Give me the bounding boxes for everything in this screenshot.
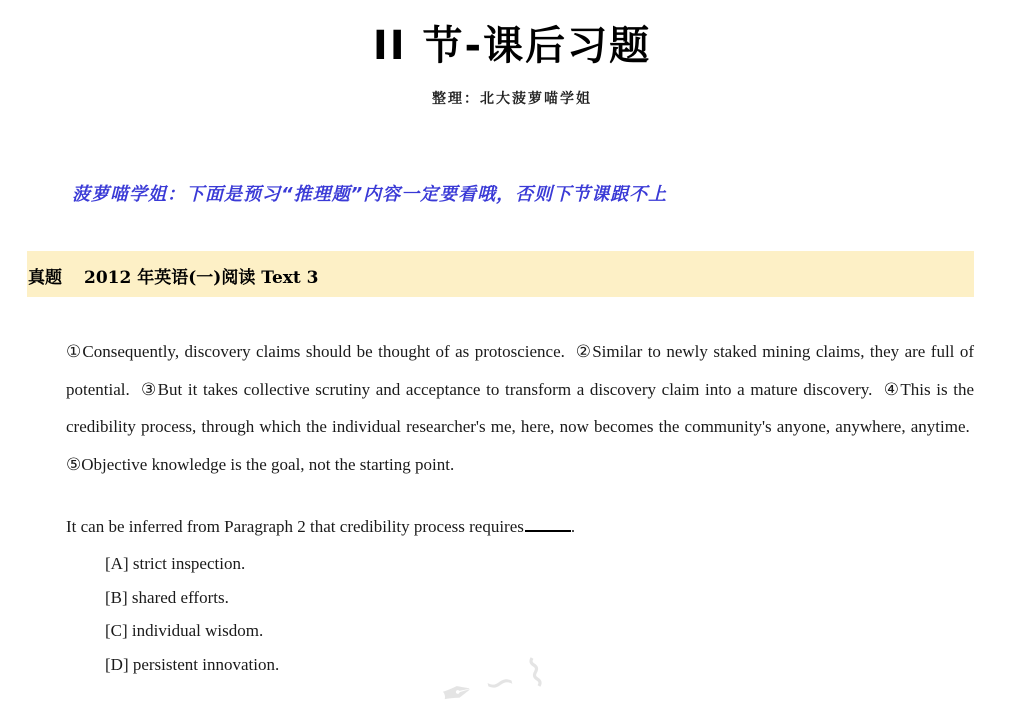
passage-sentence: ③But it takes collective scrutiny and acceptance to transform a discovery claim into a mature discovery. [141, 379, 873, 399]
study-note: 菠萝喵学姐：下面是预习“推理题”内容一定要看哦，否则下节课跟不上 [72, 184, 668, 205]
passage-sentence: ②Similar to newly staked mining claims, they are full of potential. [66, 342, 975, 399]
passage-sentence: ④This is the credibility process, through which the individual researcher's me, here, now becomes the community's anyone, anywhere, anytime. [66, 379, 975, 436]
option-c: [C] individual wisdom. [105, 621, 264, 640]
option-b: [B] shared efforts. [105, 587, 229, 607]
watermark-graphic: ✒ ∽ ⌇ [436, 649, 551, 718]
option-d: [D] persistent innovation. [105, 654, 280, 674]
question-end: . [570, 517, 576, 536]
reading-passage [66, 333, 974, 483]
passage-sentence: ⑤Objective knowledge is the goal, not the starting point. [66, 454, 455, 474]
section-label [28, 263, 319, 288]
answer-options [105, 550, 279, 684]
page-title: II 节-课后习题 [372, 23, 652, 69]
section-header-bar [27, 251, 974, 297]
page-subtitle: 整理：北大菠萝喵学姐 [432, 91, 592, 107]
passage-sentence: ①Consequently, discovery claims should be thought of as protoscience. [66, 342, 565, 361]
section-tag: 真题 [28, 268, 62, 288]
question-stem [66, 517, 575, 537]
question-text: It can be inferred from Paragraph 2 that credibility process requires [66, 517, 524, 536]
option-a: [A] strict inspection. [105, 554, 246, 573]
section-source: 2012 年英语(一)阅读 Text 3 [84, 268, 319, 288]
answer-blank [525, 520, 571, 532]
